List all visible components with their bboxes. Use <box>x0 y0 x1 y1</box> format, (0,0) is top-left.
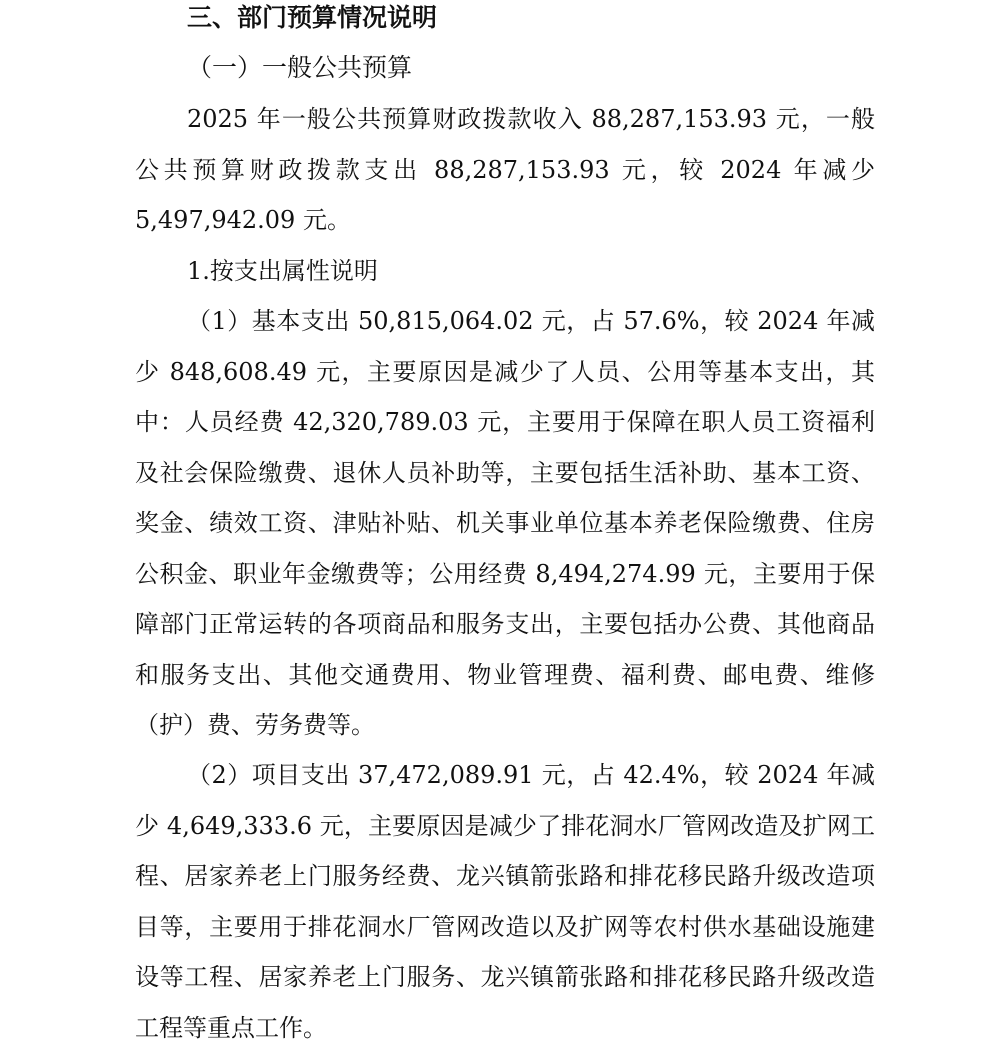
paragraph-expense-attribute-heading: 1.按支出属性说明 <box>187 257 378 285</box>
paragraph-project-expenditure: （2）项目支出 37,472,089.91 元，占 42.4%，较 2024 年减少 4,649,333.6 元，主要原因是减少了排花洞水厂管网改造及扩网工程、居家养老上门服务经费、龙兴镇箭张路和排花移民路升级改造项目等，主要用于排花洞水厂管网改造以及扩网等农村供水基础设施建设等工程、居家养老上门服务、龙兴镇箭张路和排花移民路升级改造工程等重点工作。 <box>135 761 875 1042</box>
section-title: 三、部门预算情况说明 <box>187 3 438 32</box>
paragraph-budget-summary: 2025 年一般公共预算财政拨款收入 88,287,153.93 元，一般公共预算财政拨款支出 88,287,153.93 元，较 2024 年减少 5,497,942.09 元。 <box>135 105 875 234</box>
subsection-title: （一）一般公共预算 <box>187 53 413 82</box>
paragraph-basic-expenditure: （1）基本支出 50,815,064.02 元，占 57.6%，较 2024 年减少 848,608.49 元，主要原因是减少了人员、公用等基本支出，其中：人员经费 42,320,789.03 元，主要用于保障在职人员工资福利及社会保险缴费、退休人员补助等，主要包括生活补助、基本工资、奖金、绩效工资、津贴补贴、机关事业单位基本养老保险缴费、住房公积金、职业年金缴费等；公用经费 8,494,274.99 元，主要用于保障部门正常运转的各项商品和服务支出，主要包括办公费、其他商品和服务支出、其他交通费用、物业管理费、福利费、邮电费、维修（护）费、劳务费等。 <box>135 307 875 739</box>
